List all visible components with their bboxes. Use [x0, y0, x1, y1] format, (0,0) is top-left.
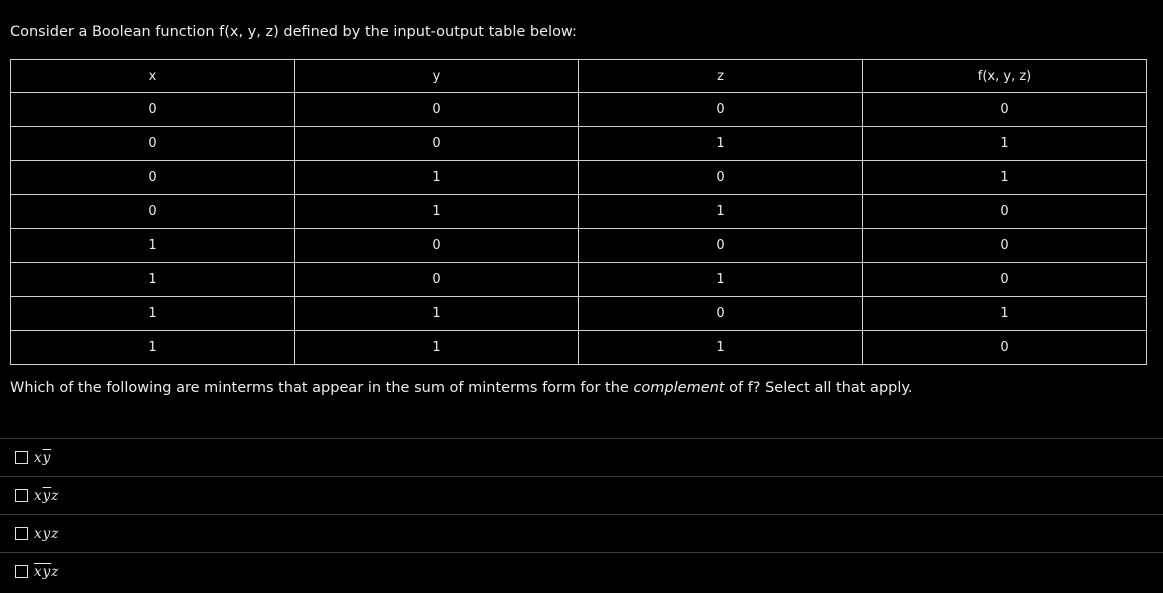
option-minterm: [34, 564, 59, 580]
table-row: [11, 297, 1147, 331]
table-row: [11, 195, 1147, 229]
column-header-y: y: [295, 60, 579, 93]
table-cell-z: 0: [579, 297, 863, 331]
option-checkbox[interactable]: [15, 565, 28, 578]
column-header-f: f(x, y, z): [863, 60, 1147, 93]
minterm-variable: $\overline{y}$: [42, 449, 52, 466]
column-header-z: z: [579, 60, 863, 93]
table-cell-x: 1: [11, 263, 295, 297]
table-row: [11, 229, 1147, 263]
table-row: [11, 93, 1147, 127]
table-cell-y: 0: [295, 229, 579, 263]
table-cell-f: 1: [863, 127, 1147, 161]
option-checkbox[interactable]: [15, 527, 28, 540]
option-minterm: [34, 450, 51, 466]
truth-table-body: [11, 93, 1147, 365]
table-cell-x: 0: [11, 161, 295, 195]
minterm-variable: $\overline{x}$: [34, 563, 43, 580]
table-cell-x: 1: [11, 331, 295, 365]
truth-table-header-row: [11, 60, 1147, 93]
minterm-variable: x: [34, 449, 43, 466]
answer-option-3[interactable]: [0, 514, 1163, 552]
option-minterm: [34, 526, 59, 542]
table-cell-z: 1: [579, 331, 863, 365]
prompt-text-before: Which of the following are minterms that appear in the sum of minterms form for the: [10, 380, 634, 396]
table-cell-y: 0: [295, 263, 579, 297]
answer-options: [0, 438, 1163, 590]
table-cell-f: 0: [863, 331, 1147, 365]
question-prompt: [10, 380, 913, 396]
table-cell-y: 1: [295, 297, 579, 331]
table-cell-x: 1: [11, 297, 295, 331]
minterm-variable: x: [34, 487, 43, 504]
table-row: [11, 161, 1147, 195]
minterm-variable: $\overline{y}$: [42, 487, 52, 504]
table-cell-y: 1: [295, 161, 579, 195]
table-cell-y: 1: [295, 195, 579, 229]
table-cell-z: 0: [579, 93, 863, 127]
answer-option-2[interactable]: [0, 476, 1163, 514]
table-cell-z: 0: [579, 229, 863, 263]
prompt-text-after: of f? Select all that apply.: [724, 380, 913, 396]
table-cell-x: 0: [11, 127, 295, 161]
minterm-variable: x: [34, 525, 43, 542]
minterm-variable: $\overline{y}$: [42, 563, 52, 580]
option-minterm: [34, 488, 59, 504]
column-header-x: x: [11, 60, 295, 93]
table-cell-f: 0: [863, 229, 1147, 263]
table-cell-x: 1: [11, 229, 295, 263]
answer-option-4[interactable]: [0, 552, 1163, 590]
table-row: [11, 263, 1147, 297]
option-checkbox[interactable]: [15, 489, 28, 502]
question-intro: Consider a Boolean function f(x, y, z) defined by the input-output table below:: [10, 24, 577, 40]
table-row: [11, 127, 1147, 161]
minterm-variable: y: [42, 525, 52, 542]
table-cell-z: 1: [579, 195, 863, 229]
table-cell-f: 0: [863, 93, 1147, 127]
table-cell-z: 1: [579, 127, 863, 161]
table-cell-y: 1: [295, 331, 579, 365]
truth-table: [10, 59, 1147, 365]
option-checkbox[interactable]: [15, 451, 28, 464]
table-cell-z: 0: [579, 161, 863, 195]
table-cell-z: 1: [579, 263, 863, 297]
prompt-emphasis: complement: [633, 380, 725, 396]
table-cell-f: 0: [863, 263, 1147, 297]
table-cell-f: 1: [863, 297, 1147, 331]
minterm-variable: z: [51, 563, 60, 580]
table-cell-x: 0: [11, 195, 295, 229]
minterm-variable: z: [51, 487, 60, 504]
table-cell-y: 0: [295, 127, 579, 161]
table-cell-x: 0: [11, 93, 295, 127]
table-row: [11, 331, 1147, 365]
minterm-variable: z: [51, 525, 60, 542]
table-cell-f: 0: [863, 195, 1147, 229]
table-cell-y: 0: [295, 93, 579, 127]
answer-option-1[interactable]: [0, 438, 1163, 476]
table-cell-f: 1: [863, 161, 1147, 195]
